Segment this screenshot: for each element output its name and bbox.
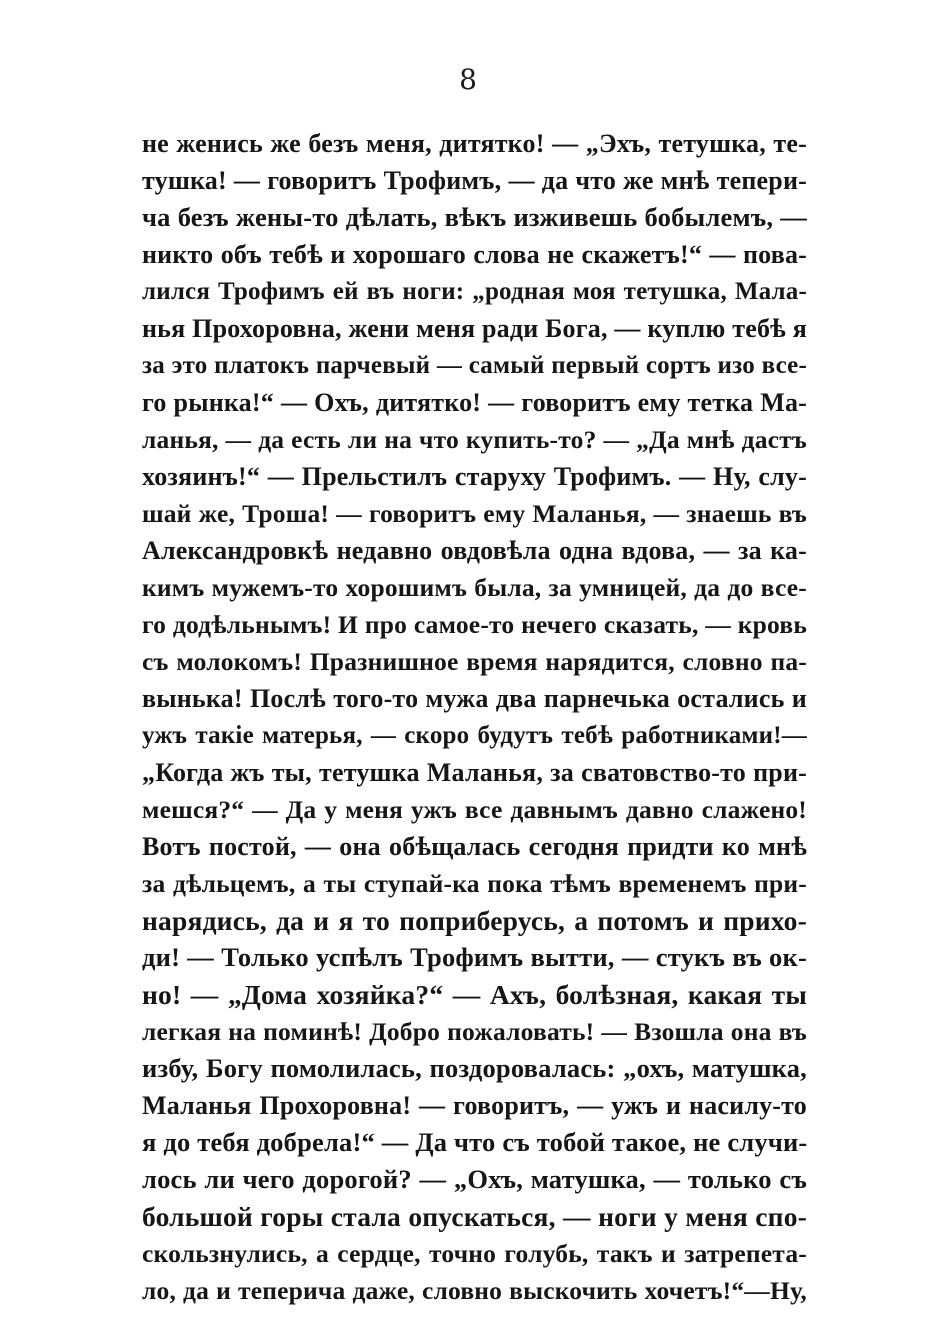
text-line: кимъ мужемъ-то хорошимъ была, за умницей, да до все- <box>142 573 807 602</box>
text-line: Маланья Прохоровна! — говоритъ, — ужъ и насилу-то <box>142 1091 807 1120</box>
text-line: скользнулись, а сердце, точно голубь, такъ и затрепета- <box>142 1239 807 1268</box>
text-line: ча безъ жены-то дѣлать, вѣкъ изживешь бобылемъ, — <box>142 202 807 232</box>
text-line: шай же, Троша! — говоритъ ему Маланья, — знаешь въ <box>142 499 807 528</box>
text-line: избу, Богу помолилась, поздоровалась: „охъ, матушка, <box>142 1053 807 1083</box>
text-line: я до тебя добрела!“ — Да что съ тобой такое, не случи- <box>142 1127 808 1157</box>
text-line: го рынка!“ — Охъ, дитятко! — говоритъ ему тетка Ма- <box>142 388 807 417</box>
text-line: нарядись, да и я то поприберусь, а потомъ и прихо- <box>142 905 807 936</box>
text-line: никто объ тебѣ и хорошаго слова не скажетъ!“ — пова- <box>142 240 807 269</box>
text-line: вынька! Послѣ того-то мужа два парнечька остались и <box>142 684 807 713</box>
text-line: не женись же безъ меня, дитятко! — „Эхъ, тетушка, те- <box>142 129 807 158</box>
text-line: „Когда жъ ты, тетушка Маланья, за сватовство-то при- <box>142 758 807 787</box>
page-number: 8 <box>459 63 477 96</box>
text-line: нья Прохоровна, жени меня ради Бога, — куплю тебѣ я <box>142 314 807 343</box>
text-line: легкая на поминѣ! Добро пожаловать! — Взошла она въ <box>142 1017 807 1046</box>
text-line: но! — „Дома хозяйка?“ — Ахъ, болѣзная, какая ты <box>142 979 807 1010</box>
text-line: Александровкѣ недавно овдовѣла одна вдова, — за ка- <box>142 536 807 565</box>
text-line: за дѣльцемъ, а ты ступай-ка пока тѣмъ временемъ при- <box>142 869 807 898</box>
text-line: съ молокомъ! Празнишное время нарядится, словно па- <box>142 647 807 676</box>
text-line: хозяинъ!“ — Прельстилъ старуху Трофимъ. — Ну, слу- <box>142 462 807 491</box>
text-line: за это платокъ парчевый — самый первый сортъ изо все- <box>142 352 807 379</box>
text-line: ужъ такіе матерья, — скоро будутъ тебѣ работниками!— <box>142 722 807 749</box>
text-line: го додѣльнымъ! И про самое-то нечего сказать, — кровь <box>142 610 807 639</box>
text-line: Вотъ постой, — она обѣщалась сегодня придти ко мнѣ <box>142 832 807 861</box>
text-line: лился Трофимъ ей въ ноги: „родная моя тетушка, Мала- <box>142 278 807 305</box>
text-line: лось ли чего дорогой? — „Охъ, матушка, — только съ <box>142 1164 807 1194</box>
text-line: ланья, — да есть ли на что купить-то? — „Да мнѣ дастъ <box>142 425 807 454</box>
body-text <box>142 125 807 1309</box>
text-line: ло, да и теперича даже, словно выскочить хочетъ!“—Ну, <box>142 1276 807 1305</box>
text-line: тушка! — говоритъ Трофимъ, — да что же мнѣ тепери- <box>142 166 807 195</box>
text-line: ди! — Только успѣлъ Трофимъ вытти, — стукъ въ ок- <box>142 942 807 972</box>
text-line: большой горы стала опускаться, — ноги у меня спо- <box>142 1201 807 1232</box>
text-line: мешся?“ — Да у меня ужъ все давнымъ давно слажено! <box>142 795 807 824</box>
